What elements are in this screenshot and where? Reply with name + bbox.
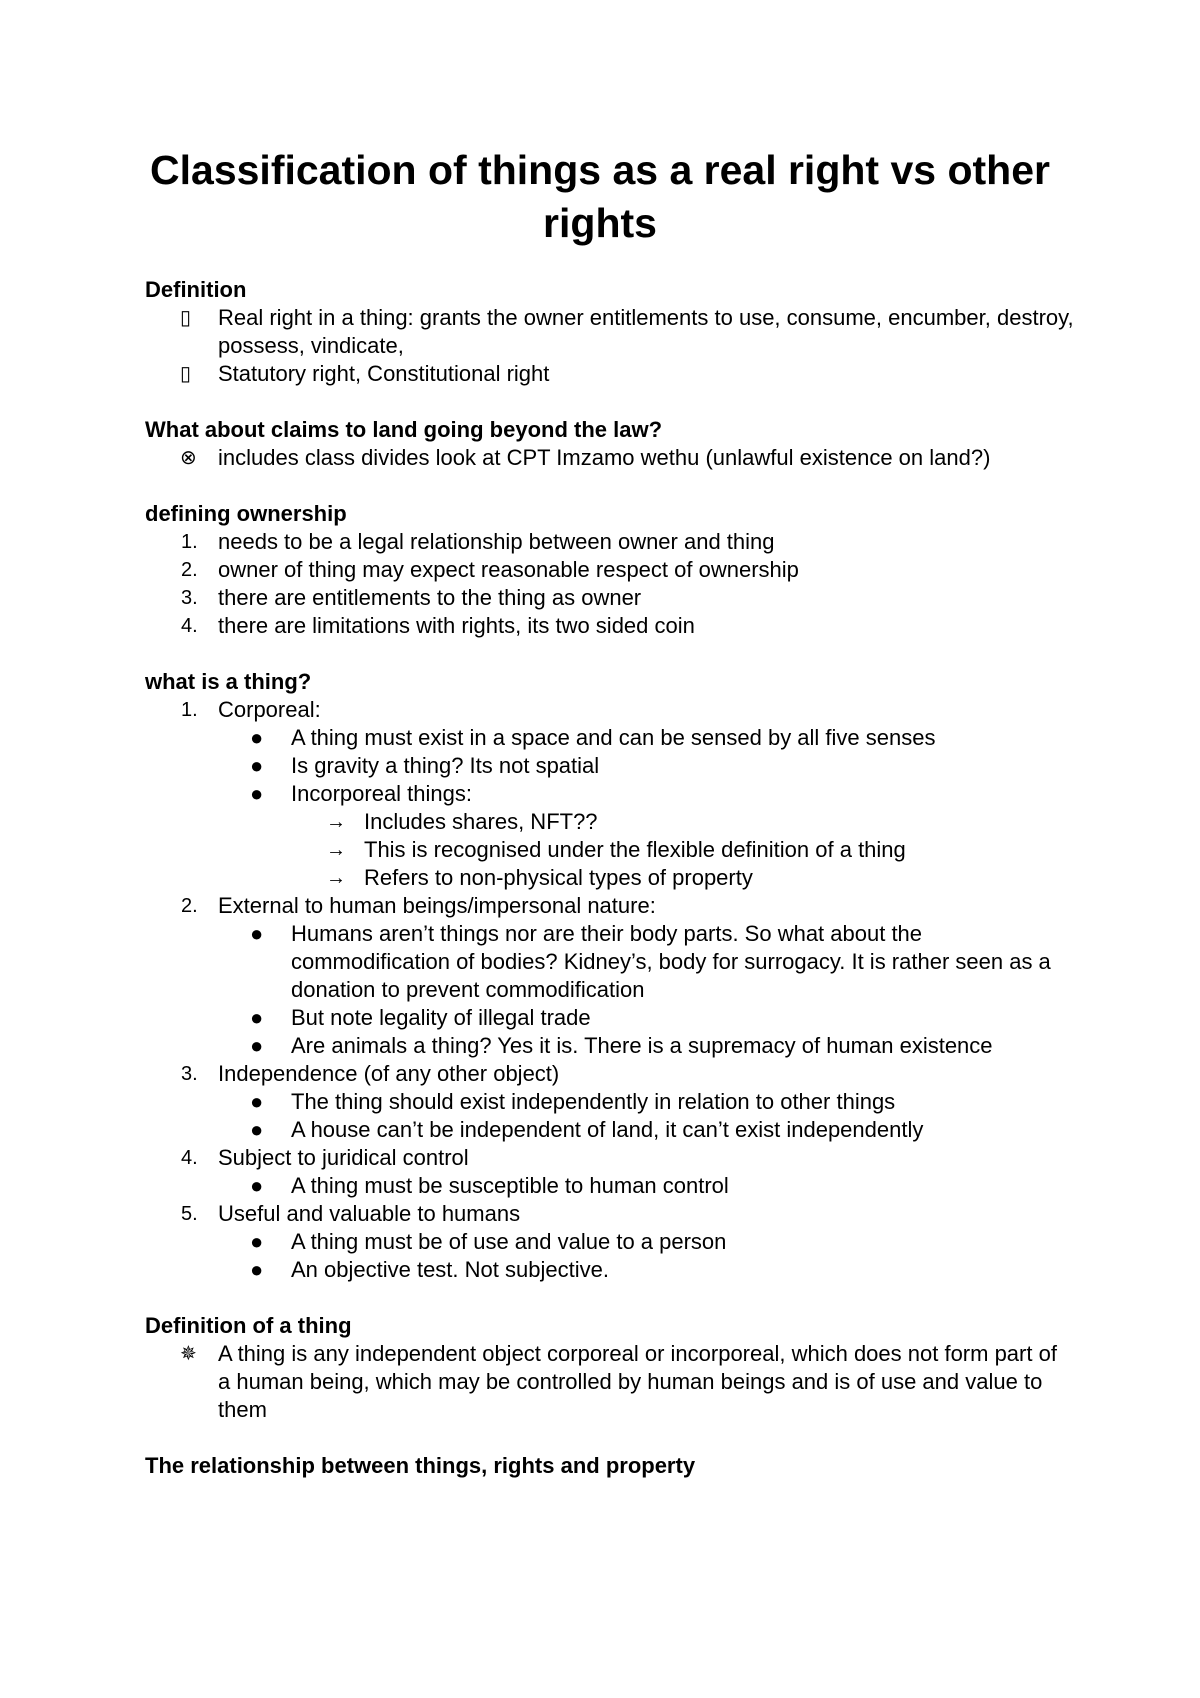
bullet-icon: ● [250,1033,264,1058]
sub-sub-item-text: Refers to non-physical types of property [364,865,753,890]
sub-item-text: A thing must be susceptible to human control [291,1173,729,1198]
sub-item-text: The thing should exist independently in relation to other things [291,1089,896,1114]
section-definition [145,276,1075,388]
arrow-right-icon: → [326,839,346,861]
bullet-icon: ● [250,1117,264,1142]
bullet-icon: ● [250,1257,264,1282]
arrow-right-icon: → [326,811,346,833]
list-item [145,304,1075,360]
list-item-text: Corporeal: [218,697,321,722]
list-item-text: needs to be a legal relationship between owner and thing [218,529,775,554]
section-heading: Definition [145,277,247,302]
sub-item [145,780,1075,808]
bullet-icon: ● [250,753,264,778]
section-heading: defining ownership [145,501,347,526]
numbered-item [145,556,1075,584]
section-heading: what is a thing? [145,669,312,694]
sub-item-text: Incorporeal things: [291,781,472,806]
list-number: 1. [181,531,198,553]
section-relationship [145,1452,1075,1480]
page-title: Classification of things as a real right vs other rights [150,147,1050,246]
list-number: 4. [181,615,198,637]
list-number: 3. [181,1063,198,1085]
box-icon: ▯ [180,307,192,329]
arrow-right-icon: → [326,867,346,889]
list-item-text: A thing is any independent object corporeal or incorporeal, which does not form part of a human being, which may be controlled by human beings and is of use and value to them [218,1341,1057,1422]
section-heading: Definition of a thing [145,1313,352,1338]
list-item-text: there are limitations with rights, its two sided coin [218,613,695,638]
sub-sub-item [145,864,1075,892]
sub-item-text: A thing must exist in a space and can be sensed by all five senses [291,725,936,750]
sub-item [145,920,1075,1004]
sub-item [145,1116,1075,1144]
list-item-text: External to human beings/impersonal nature: [218,893,656,918]
list-item-text: Independence (of any other object) [218,1061,560,1086]
list-item [145,444,1075,472]
numbered-item [145,696,1075,724]
list-item-text: Subject to juridical control [218,1145,469,1170]
list-item-text: owner of thing may expect reasonable respect of ownership [218,557,799,582]
sub-item-text: An objective test. Not subjective. [291,1257,609,1282]
list-number: 2. [181,559,198,581]
sub-item-text: Humans aren’t things nor are their body parts. So what about the commodification of bodies? Kidney’s, body for surrogacy. It is rather seen as a donation to prevent commodification [291,921,1051,1002]
list-item [145,1340,1075,1424]
section-ownership [145,500,1075,640]
sub-item [145,1172,1075,1200]
circled-x-icon: ⊗ [180,447,197,469]
bullet-icon: ● [250,1005,264,1030]
list-number: 2. [181,895,198,917]
list-item-text: includes class divides look at CPT Imzamo wethu (unlawful existence on land?) [218,445,991,470]
section-heading: The relationship between things, rights and property [145,1453,696,1478]
sub-item [145,724,1075,752]
sub-sub-item [145,836,1075,864]
sub-item [145,1004,1075,1032]
sub-item [145,1032,1075,1060]
sub-item-text: Is gravity a thing? Its not spatial [291,753,600,778]
sub-item-text: Are animals a thing? Yes it is. There is a supremacy of human existence [291,1033,993,1058]
list-item-text: Real right in a thing: grants the owner entitlements to use, consume, encumber, destroy, possess, vindicate, [218,305,1074,358]
numbered-item [145,612,1075,640]
bullet-icon: ● [250,1173,264,1198]
sub-sub-item-text: This is recognised under the flexible definition of a thing [364,837,906,862]
box-icon: ▯ [180,363,192,385]
list-number: 5. [181,1203,198,1225]
bullet-icon: ● [250,725,264,750]
list-number: 3. [181,587,198,609]
bullet-icon: ● [250,781,264,806]
gear-icon: ✵ [180,1343,197,1365]
numbered-item [145,892,1075,920]
document-body [145,276,1075,1508]
sub-item [145,1256,1075,1284]
sub-item [145,1228,1075,1256]
bullet-icon: ● [250,921,264,946]
bullet-icon: ● [250,1089,264,1114]
list-number: 4. [181,1147,198,1169]
sub-sub-item [145,808,1075,836]
list-item-text: there are entitlements to the thing as owner [218,585,642,610]
numbered-item [145,528,1075,556]
section-what-is-a-thing [145,668,1075,1284]
sub-item [145,752,1075,780]
numbered-item [145,1144,1075,1172]
sub-item-text: A thing must be of use and value to a person [291,1229,727,1254]
sub-item-text: But note legality of illegal trade [291,1005,591,1030]
numbered-item [145,1060,1075,1088]
bullet-icon: ● [250,1229,264,1254]
list-item-text: Statutory right, Constitutional right [218,361,550,386]
section-heading: What about claims to land going beyond the law? [145,417,663,442]
section-claims [145,416,1075,472]
numbered-item [145,1200,1075,1228]
list-item [145,360,1075,388]
sub-item-text: A house can’t be independent of land, it can’t exist independently [291,1117,924,1142]
sub-item [145,1088,1075,1116]
list-item-text: Useful and valuable to humans [218,1201,521,1226]
section-thing-definition [145,1312,1075,1424]
sub-sub-item-text: Includes shares, NFT?? [364,809,598,834]
list-number: 1. [181,699,198,721]
numbered-item [145,584,1075,612]
